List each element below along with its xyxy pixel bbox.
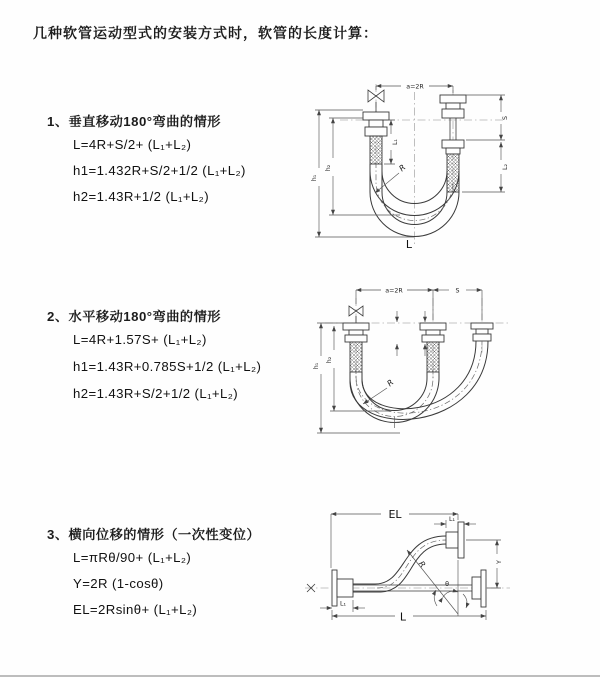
dimension-a-2r xyxy=(356,288,433,295)
svg-text:R: R xyxy=(397,162,408,174)
section-2-formula-h1: h1=1.43R+0.785S+1/2 (L₁+L₂) xyxy=(73,359,262,374)
dimension-h2 xyxy=(325,118,400,215)
dimension-s xyxy=(356,288,482,321)
centerline-pipes xyxy=(356,298,482,378)
length-label: L xyxy=(405,238,413,251)
dimension-l xyxy=(332,610,486,624)
svg-text:h₂: h₂ xyxy=(326,356,333,364)
svg-text:L₁: L₁ xyxy=(448,516,456,523)
right-hose-fitting-moved xyxy=(471,323,493,341)
section-2-heading: 2、水平移动180°弯曲的情形 xyxy=(47,309,221,324)
page-title: 几种软管运动型式的安装方式时，软管的长度计算： xyxy=(33,25,378,41)
braid-sleeve xyxy=(370,136,382,164)
svg-text:L: L xyxy=(399,610,407,624)
left-hose-fitting xyxy=(343,323,369,372)
section-1-heading: 1、垂直移动180°弯曲的情形 xyxy=(47,114,221,129)
svg-text:R: R xyxy=(385,377,396,389)
dimension-el xyxy=(331,508,458,568)
svg-text:S: S xyxy=(502,116,509,120)
right-hose-fitting-moved xyxy=(440,95,466,118)
svg-text:h₁: h₁ xyxy=(313,362,320,370)
radius-callout xyxy=(363,378,395,404)
section-1-formula-h2: h2=1.43R+1/2 (L₁+L₂) xyxy=(73,189,209,204)
diagram-vertical-180-bend xyxy=(305,62,555,262)
right-flange-origin xyxy=(472,570,486,607)
radius-callout xyxy=(375,163,407,193)
svg-text:EL: EL xyxy=(388,508,402,521)
svg-text:a=2R: a=2R xyxy=(406,83,424,91)
dimension-l1-left xyxy=(320,600,365,612)
section-2-formula-h2: h2=1.43R+S/2+1/2 (L₁+L₂) xyxy=(73,386,239,401)
dimension-a-2r xyxy=(376,84,453,94)
left-hose-fitting xyxy=(363,112,389,164)
svg-text:S: S xyxy=(455,287,460,295)
svg-text:L₁: L₁ xyxy=(392,138,399,146)
svg-text:θ: θ xyxy=(445,581,449,588)
section-3-formula-L: L=πRθ/90+ (L₁+L₂) xyxy=(73,550,192,565)
section-1-formula-h1: h1=1.432R+S/2+1/2 (L₁+L₂) xyxy=(73,163,246,178)
dimension-l2 xyxy=(462,142,509,192)
radius-callout xyxy=(407,550,458,614)
section-1-formula-L: L=4R+S/2+ (L₁+L₂) xyxy=(73,137,192,152)
svg-text:h₂: h₂ xyxy=(325,164,332,172)
svg-text:h₁: h₁ xyxy=(311,174,318,182)
section-2-formula-L: L=4R+1.57S+ (L₁+L₂) xyxy=(73,332,207,347)
svg-text:L₁: L₁ xyxy=(339,600,347,608)
dimension-l1-top xyxy=(434,516,476,528)
section-3-formula-Y: Y=2R (1-cosθ) xyxy=(73,576,164,591)
svg-text:L₂: L₂ xyxy=(502,163,509,171)
middle-hose-fitting xyxy=(420,323,446,372)
dimension-s xyxy=(466,95,509,140)
top-flange-moved xyxy=(446,522,464,558)
svg-text:R: R xyxy=(416,559,428,570)
svg-text:a=2R: a=2R xyxy=(385,287,403,295)
section-3-formula-EL: EL=2Rsinθ+ (L₁+L₂) xyxy=(73,602,198,617)
section-3-heading: 3、横向位移的情形（一次性变位） xyxy=(47,527,261,542)
svg-text:Y: Y xyxy=(496,560,503,564)
hose-u-origin xyxy=(350,368,439,423)
diagram-lateral-displacement xyxy=(295,498,595,655)
hose-u-moved xyxy=(350,341,488,420)
diagram-horizontal-180-bend xyxy=(305,278,560,463)
